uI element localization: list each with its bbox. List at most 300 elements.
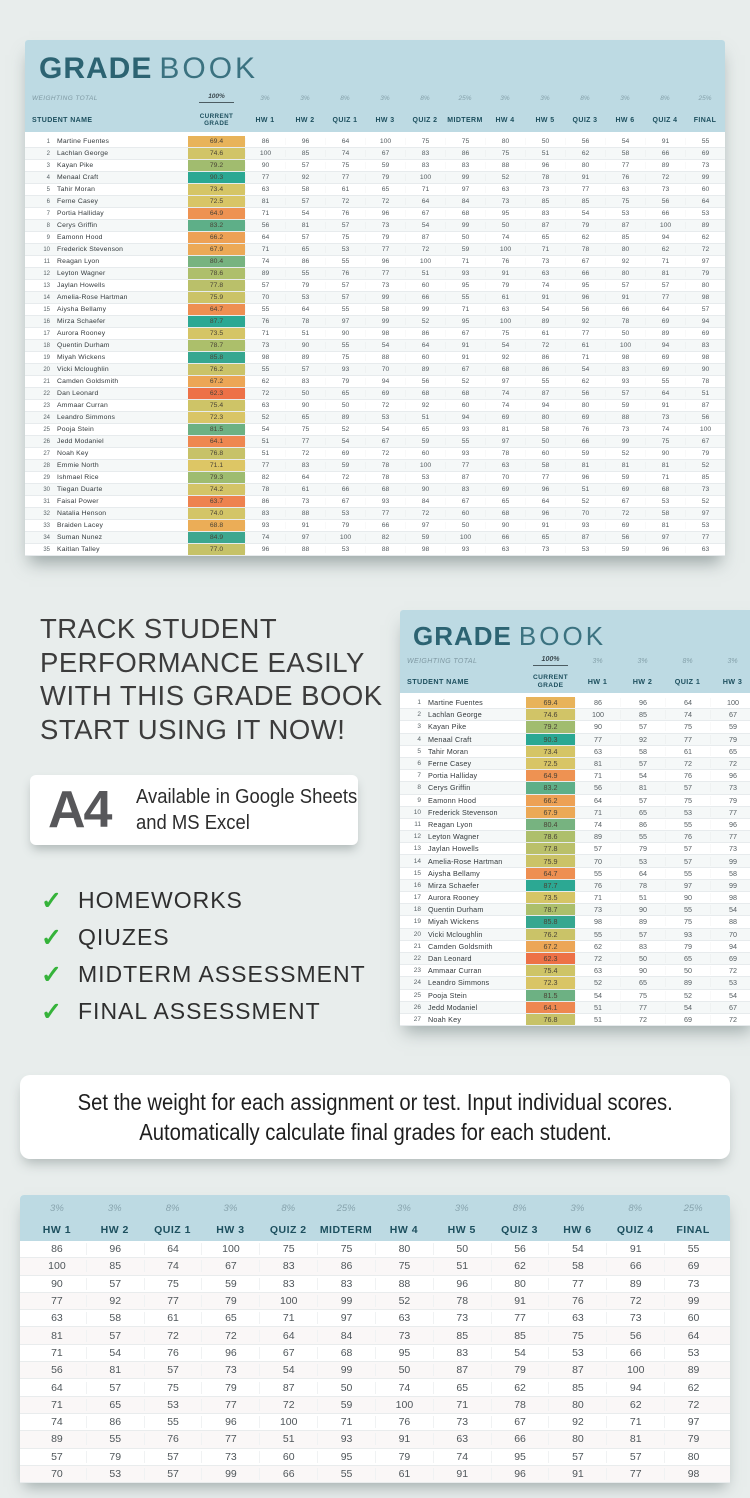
score-cell: 73 — [525, 546, 565, 553]
score-cell: 73 — [375, 1330, 433, 1342]
score-cell: 53 — [645, 498, 685, 505]
score-cell: 75 — [325, 234, 365, 241]
student-name-header: STUDENT NAME — [407, 677, 469, 686]
student-number: 24 — [43, 414, 50, 421]
score-cell: 77 — [201, 1433, 259, 1445]
score-cell: 88 — [605, 414, 645, 421]
score-cell: 56 — [51, 1364, 63, 1377]
student-row — [25, 148, 725, 160]
score-cell: 93 — [245, 522, 285, 529]
weighting-row — [20, 1197, 730, 1219]
current-grade-cell: 72.3 — [188, 412, 245, 423]
score-row — [20, 1345, 730, 1362]
current-grade-cell: 79.2 — [188, 160, 245, 171]
score-cell: 76 — [325, 210, 365, 217]
score-cell: 73 — [201, 1451, 259, 1463]
score-cell: 51 — [565, 486, 605, 493]
score-cell: 75 — [485, 330, 525, 337]
student-name: Martine Fuentes — [57, 138, 110, 145]
current-grade-cell: 72.5 — [526, 758, 575, 769]
score-cell: 53 — [86, 1468, 144, 1480]
column-weight: 25% — [698, 94, 712, 102]
score-cell: 60 — [445, 510, 485, 517]
score-cell: 71 — [565, 354, 605, 361]
student-number: 8 — [417, 784, 421, 792]
score-row — [20, 1362, 730, 1379]
score-cell: 53 — [665, 808, 710, 817]
score-cell: 51 — [285, 330, 325, 337]
score-cell: 80 — [548, 1433, 606, 1445]
score-cell: 61 — [285, 486, 325, 493]
score-cell: 71 — [606, 1416, 664, 1428]
student-name: Portia Halliday — [428, 771, 478, 781]
score-cell: 91 — [485, 270, 525, 277]
score-cell: 54 — [405, 222, 445, 229]
score-cell: 61 — [375, 1468, 433, 1480]
score-cell: 67 — [365, 438, 405, 445]
current-grade-cell: 80.4 — [526, 819, 575, 830]
student-name: Ammaar Curran — [428, 966, 482, 976]
score-cell: 63 — [685, 546, 725, 553]
score-cell: 59 — [605, 474, 645, 481]
score-cell: 69 — [565, 414, 605, 421]
score-cell: 79 — [665, 942, 710, 951]
score-cell: 55 — [144, 1416, 202, 1428]
student-row — [25, 388, 725, 400]
column-weight: 8% — [512, 1202, 527, 1214]
score-cell: 83 — [433, 1347, 491, 1359]
student-number: 27 — [413, 1015, 421, 1023]
student-row — [25, 304, 725, 316]
student-number: 14 — [43, 294, 50, 301]
score-cell: 58 — [710, 869, 750, 878]
score-cell: 93 — [317, 1433, 375, 1445]
score-cell: 99 — [365, 318, 405, 325]
student-number: 2 — [46, 150, 50, 157]
current-grade-cell: 74.6 — [188, 148, 245, 159]
score-cell: 54 — [491, 1347, 549, 1359]
current-grade-cell: 64.1 — [188, 436, 245, 447]
student-row — [400, 1014, 750, 1026]
score-cell: 81 — [575, 759, 620, 768]
score-cell: 99 — [365, 294, 405, 301]
score-cell: 73 — [525, 186, 565, 193]
score-cell: 85 — [525, 198, 565, 205]
score-cell: 88 — [710, 917, 750, 926]
student-number: 3 — [417, 723, 421, 731]
score-cell: 72 — [575, 954, 620, 963]
features-list — [38, 882, 366, 1030]
score-cell: 53 — [548, 1347, 606, 1359]
score-cell: 54 — [620, 771, 665, 780]
score-cell: 72 — [710, 1015, 750, 1024]
column-weight: 8% — [165, 1202, 180, 1214]
score-cell: 62 — [575, 942, 620, 951]
score-cell: 63 — [575, 747, 620, 756]
score-cell: 76 — [245, 318, 285, 325]
score-cell: 78 — [491, 1399, 549, 1411]
score-cell: 78 — [285, 318, 325, 325]
score-cell: 68 — [405, 390, 445, 397]
student-row — [400, 758, 750, 770]
score-cell: 71 — [245, 330, 285, 337]
score-cell: 69 — [685, 330, 725, 337]
current-grade-cell: 77.8 — [526, 843, 575, 854]
score-cell: 66 — [491, 1433, 549, 1445]
score-cell: 57 — [606, 1451, 664, 1463]
score-cell: 72 — [201, 1330, 259, 1342]
score-cell: 74 — [51, 1416, 63, 1429]
score-cell: 58 — [365, 306, 405, 313]
score-cell: 54 — [605, 138, 645, 145]
score-cell: 78 — [433, 1295, 491, 1307]
score-cell: 62 — [565, 378, 605, 385]
score-cell: 75 — [645, 438, 685, 445]
student-number: 18 — [413, 906, 421, 914]
column-weight: 3% — [570, 1202, 585, 1214]
student-row — [25, 268, 725, 280]
score-cell: 55 — [525, 378, 565, 385]
student-row — [25, 196, 725, 208]
current-grade-cell: 80.4 — [188, 256, 245, 267]
current-grade-cell: 85.8 — [188, 352, 245, 363]
student-name: Dan Leonard — [428, 954, 472, 964]
student-number: 23 — [413, 967, 421, 975]
score-cell: 55 — [325, 306, 365, 313]
score-cell: 81 — [565, 462, 605, 469]
feature-item — [38, 956, 366, 993]
score-cell: 54 — [86, 1347, 144, 1359]
score-cell: 100 — [259, 1416, 317, 1428]
score-cell: 52 — [685, 498, 725, 505]
score-cell: 94 — [445, 414, 485, 421]
score-cell: 66 — [259, 1468, 317, 1480]
score-cell: 66 — [606, 1347, 664, 1359]
checkmark-icon: ✓ — [41, 997, 62, 1026]
score-cell: 95 — [485, 210, 525, 217]
checkmark-icon: ✓ — [41, 886, 62, 915]
score-cell: 73 — [605, 426, 645, 433]
student-number: 17 — [413, 894, 421, 902]
score-cell: 50 — [485, 222, 525, 229]
gradebook-rows — [25, 132, 725, 556]
score-cell: 59 — [710, 722, 750, 731]
score-cell: 98 — [365, 330, 405, 337]
score-cell: 52 — [375, 1295, 433, 1307]
student-name: Braiden Lacey — [57, 522, 104, 529]
student-row — [25, 280, 725, 292]
score-cell: 87 — [605, 222, 645, 229]
score-cell: 55 — [665, 869, 710, 878]
score-cell: 72 — [605, 510, 645, 517]
score-cell: 98 — [685, 294, 725, 301]
score-cell: 89 — [405, 366, 445, 373]
score-cell: 77 — [575, 735, 620, 744]
student-name: Jedd Modaniel — [57, 438, 104, 445]
student-name: Reagan Lyon — [57, 258, 100, 265]
score-cell: 66 — [645, 210, 685, 217]
score-cell: 69 — [645, 366, 685, 373]
score-cell: 67 — [445, 498, 485, 505]
score-cell: 71 — [645, 258, 685, 265]
score-cell: 65 — [201, 1312, 259, 1324]
column-weight: 3% — [454, 1202, 469, 1214]
current-grade-cell: 76.8 — [188, 448, 245, 459]
score-cell: 94 — [606, 1382, 664, 1394]
column-header: QUIZ 1 — [332, 116, 358, 124]
score-cell: 74 — [433, 1451, 491, 1463]
score-cell: 71 — [575, 893, 620, 902]
score-cell: 89 — [525, 318, 565, 325]
score-cell: 51 — [525, 150, 565, 157]
score-cell: 57 — [605, 282, 645, 289]
headline-line: PERFORMANCE EASILY — [40, 646, 365, 678]
score-cell: 76 — [548, 1295, 606, 1307]
score-cell: 57 — [144, 1468, 202, 1480]
score-cell: 53 — [325, 510, 365, 517]
score-cell: 59 — [317, 1399, 375, 1411]
score-cell: 87 — [685, 402, 725, 409]
score-row — [20, 1449, 730, 1466]
student-name: Jaylan Howells — [57, 282, 106, 289]
current-grade-cell: 74.2 — [188, 484, 245, 495]
student-name-header: STUDENT NAME — [32, 116, 93, 124]
score-cell: 65 — [325, 390, 365, 397]
feature-item — [38, 993, 366, 1030]
score-cell: 60 — [405, 282, 445, 289]
score-cell: 59 — [405, 438, 445, 445]
score-cell: 63 — [525, 270, 565, 277]
current-grade-cell: 76.8 — [526, 1014, 575, 1025]
student-name: Aurora Rooney — [428, 893, 479, 903]
student-number: 19 — [413, 918, 421, 926]
column-header: QUIZ 2 — [269, 1224, 307, 1236]
score-cell: 79 — [485, 282, 525, 289]
student-number: 6 — [417, 760, 421, 768]
current-grade-cell: 63.7 — [188, 496, 245, 507]
score-cell: 88 — [375, 1278, 433, 1290]
student-number: 34 — [43, 534, 50, 541]
current-grade-cell: 87.7 — [188, 316, 245, 327]
student-number: 7 — [417, 772, 421, 780]
score-cell: 87 — [525, 390, 565, 397]
student-row — [25, 316, 725, 328]
score-cell: 64 — [144, 1243, 202, 1255]
score-cell: 79 — [86, 1451, 144, 1463]
score-cell: 63 — [485, 306, 525, 313]
score-cell: 93 — [445, 546, 485, 553]
score-cell: 76 — [575, 881, 620, 890]
student-name: Leandro Simmons — [57, 414, 116, 421]
score-cell: 58 — [285, 186, 325, 193]
score-cell: 80 — [605, 246, 645, 253]
score-cell: 56 — [245, 222, 285, 229]
gradebook-header — [400, 610, 750, 693]
score-cell: 94 — [365, 378, 405, 385]
student-number: 14 — [413, 857, 421, 865]
score-cell: 59 — [565, 450, 605, 457]
score-row — [20, 1276, 730, 1293]
score-cell: 72 — [144, 1330, 202, 1342]
score-cell: 86 — [525, 366, 565, 373]
score-cell: 90 — [285, 402, 325, 409]
score-cell: 67 — [445, 330, 485, 337]
current-grade-cell: 74.6 — [526, 709, 575, 720]
student-row — [400, 990, 750, 1002]
current-grade-cell: 64.9 — [188, 208, 245, 219]
score-cell: 79 — [664, 1433, 722, 1445]
score-cell: 51 — [405, 414, 445, 421]
student-name: Mirza Schaefer — [57, 318, 106, 325]
column-header: HW 2 — [100, 1224, 129, 1236]
current-grade-cell: 77.0 — [188, 544, 245, 555]
score-cell: 50 — [325, 402, 365, 409]
score-cell: 82 — [365, 534, 405, 541]
score-cell: 55 — [86, 1433, 144, 1445]
score-cell: 99 — [664, 1295, 722, 1307]
score-cell: 50 — [375, 1364, 433, 1376]
score-cell: 100 — [445, 534, 485, 541]
score-cell: 97 — [485, 378, 525, 385]
score-cell: 80 — [565, 162, 605, 169]
score-cell: 93 — [445, 426, 485, 433]
score-cell: 72 — [325, 198, 365, 205]
gradebook-title — [400, 610, 750, 652]
student-name: Quentin Durham — [428, 905, 484, 915]
score-cell: 95 — [375, 1347, 433, 1359]
column-weight: 8% — [660, 94, 670, 102]
score-cell: 99 — [201, 1468, 259, 1480]
student-number: 21 — [43, 378, 50, 385]
score-cell: 57 — [86, 1382, 144, 1394]
score-cell: 75 — [620, 991, 665, 1000]
score-cell: 94 — [645, 234, 685, 241]
score-cell: 72 — [620, 1015, 665, 1024]
score-cell: 62 — [606, 1399, 664, 1411]
column-weight: 3% — [300, 94, 310, 102]
score-cell: 59 — [365, 162, 405, 169]
score-cell: 91 — [645, 402, 685, 409]
score-cell: 73 — [433, 1312, 491, 1324]
student-name: Dan Leonard — [57, 390, 99, 397]
score-cell: 73 — [485, 198, 525, 205]
score-cell: 73 — [285, 498, 325, 505]
score-cell: 55 — [664, 1243, 722, 1255]
score-cell: 53 — [620, 857, 665, 866]
score-cell: 90 — [685, 366, 725, 373]
score-cell: 73 — [606, 1312, 664, 1324]
current-grade-cell: 62.3 — [526, 953, 575, 964]
score-cell: 50 — [433, 1243, 491, 1255]
score-cell: 96 — [433, 1278, 491, 1290]
student-number: 8 — [46, 222, 50, 229]
current-grade-cell: 64.1 — [526, 1002, 575, 1013]
score-cell: 74 — [525, 282, 565, 289]
current-grade-cell: 74.0 — [188, 508, 245, 519]
score-cell: 91 — [525, 522, 565, 529]
current-grade-cell: 73.5 — [526, 892, 575, 903]
score-cell: 95 — [317, 1451, 375, 1463]
score-cell: 96 — [525, 486, 565, 493]
score-cell: 64 — [685, 198, 725, 205]
column-header: HW 2 — [632, 677, 653, 686]
current-grade-cell: 75.4 — [526, 965, 575, 976]
score-cell: 99 — [405, 306, 445, 313]
score-cell: 97 — [664, 1416, 722, 1428]
student-row — [25, 364, 725, 376]
student-row — [25, 328, 725, 340]
score-cell: 91 — [285, 522, 325, 529]
score-cell: 93 — [665, 930, 710, 939]
student-name: Pooja Stein — [428, 990, 467, 1000]
score-cell: 64 — [575, 796, 620, 805]
score-cell: 66 — [605, 306, 645, 313]
score-cell: 64 — [51, 1381, 63, 1394]
student-name: Miyah Wickens — [57, 354, 106, 361]
score-cell: 96 — [645, 546, 685, 553]
score-cell: 76 — [375, 1416, 433, 1428]
score-cell: 72 — [664, 1399, 722, 1411]
column-header: HW 1 — [255, 116, 275, 124]
score-cell: 57 — [285, 162, 325, 169]
score-cell: 64 — [325, 138, 365, 145]
promo-headline — [40, 612, 383, 746]
score-cell: 68 — [645, 486, 685, 493]
column-header-row — [25, 108, 725, 132]
score-cell: 74 — [645, 426, 685, 433]
student-row — [400, 709, 750, 721]
score-cell: 73 — [201, 1364, 259, 1376]
score-cell: 67 — [201, 1260, 259, 1272]
score-cell: 74 — [325, 150, 365, 157]
student-number: 26 — [43, 438, 50, 445]
score-cell: 55 — [245, 306, 285, 313]
column-header: HW 3 — [375, 116, 395, 124]
column-weight: 25% — [336, 1202, 356, 1214]
student-number: 23 — [43, 402, 50, 409]
student-number: 28 — [43, 462, 50, 469]
score-cell: 76 — [665, 832, 710, 841]
score-cell: 86 — [445, 150, 485, 157]
score-cell: 72 — [285, 450, 325, 457]
score-cell: 66 — [485, 534, 525, 541]
score-cell: 90 — [325, 330, 365, 337]
student-name: Emmie North — [57, 462, 99, 469]
column-header: HW 4 — [389, 1224, 419, 1236]
score-cell: 55 — [325, 258, 365, 265]
score-cell: 88 — [365, 354, 405, 361]
score-cell: 91 — [606, 1243, 664, 1255]
score-cell: 67 — [365, 150, 405, 157]
score-cell: 77 — [445, 462, 485, 469]
score-cell: 79 — [710, 796, 750, 805]
score-cell: 96 — [565, 474, 605, 481]
score-cell: 55 — [575, 869, 620, 878]
score-cell: 64 — [405, 198, 445, 205]
score-cell: 66 — [606, 1260, 664, 1272]
score-cell: 86 — [245, 498, 285, 505]
score-cell: 57 — [620, 930, 665, 939]
student-number: 19 — [43, 354, 50, 361]
score-cell: 68 — [485, 510, 525, 517]
score-cell: 79 — [285, 282, 325, 289]
column-weight: 3% — [637, 657, 648, 665]
student-row — [25, 544, 725, 556]
score-cell: 96 — [565, 294, 605, 301]
score-cell: 77 — [365, 246, 405, 253]
score-cell: 83 — [445, 162, 485, 169]
score-cell: 85 — [433, 1330, 491, 1342]
